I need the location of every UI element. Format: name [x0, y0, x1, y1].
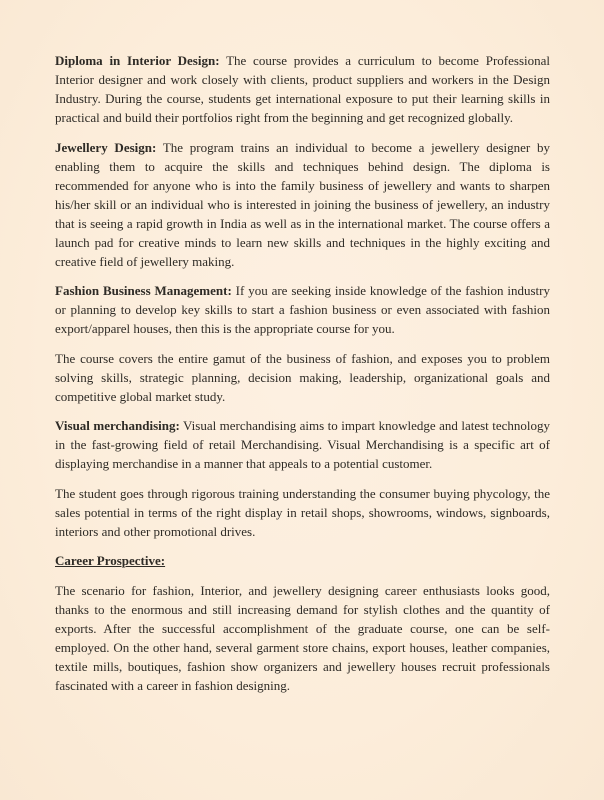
paragraph-body: The course covers the entire gamut of the business of fashion, and exposes you to problem solving skills, strategic planning, decision making, leadership, organizational goals and competitive global market study. — [55, 350, 550, 404]
heading-visual-merchandising: Visual merchandising: — [55, 418, 180, 433]
heading-diploma-interior-design: Diploma in Interior Design: — [55, 53, 220, 68]
paragraph-body: The student goes through rigorous training understanding the consumer buying phycology, the sales potential in terms of the right display in retail shops, showrooms, windows, signboards, interiors and other promotional drives. — [55, 485, 550, 539]
paragraph-jewellery-design — [55, 138, 550, 271]
paragraph-body: If you are seeking inside knowledge of the fashion industry or planning to develop key skills to start a fashion business or even associated with fashion export/apparel houses, then this is the appropriate course for you. — [55, 283, 550, 336]
paragraph-body: Visual merchandising aims to impart knowledge and latest technology in the fast-growing field of retail Merchandising. Visual Merchandising is a specific art of displaying merchandise in a manner that appeals to a potential customer. — [55, 418, 550, 471]
paragraph-visual-merchandising — [55, 416, 550, 473]
paragraph-fashion-course-details — [55, 349, 550, 406]
paragraph-body: The program trains an individual to become a jewellery designer by enabling them to acquire the skills and techniques behind design. The diploma is recommended for anyone who is into the family business of jewellery and wants to sharpen his/her skill or an individual who is interested in joining the business of jewellery, an industry that is seeing a rapid growth in India as well as in the international market. The course offers a launch pad for creative minds to learn new skills and techniques in the highly exciting and creative field of jewellery making. — [55, 139, 550, 269]
heading-jewellery-design: Jewellery Design: — [55, 139, 157, 155]
paragraph-fashion-business-management — [55, 281, 550, 338]
paragraph-body: The scenario for fashion, Interior, and jewellery designing career enthusiasts looks good, thanks to the enormous and still increasing demand for stylish clothes and the quantity of exports. After the successful accomplishment of the graduate course, one can be self-employed. On the other hand, several garment store chains, export houses, leather companies, textile mills, boutiques, fashion show organizers and jewellery houses recruit professionals fascinated with a career in fashion designing. — [55, 582, 550, 693]
paragraph-body: The course provides a curriculum to become Professional Interior designer and work closely with clients, product suppliers and workers in the Design Industry. During the course, students get international exposure to put their learning skills in practical and build their portfolios right from the beginning and get recognized globally. — [55, 53, 550, 125]
paragraph-diploma-interior-design — [55, 51, 550, 127]
paragraph-career-prospective-body — [55, 581, 550, 695]
heading-fashion-business-management: Fashion Business Management: — [55, 283, 232, 298]
paragraph-visual-merchandising-training — [55, 484, 550, 541]
heading-career-prospective: Career Prospective: — [55, 553, 166, 568]
paragraph-career-prospective-heading — [55, 551, 550, 570]
